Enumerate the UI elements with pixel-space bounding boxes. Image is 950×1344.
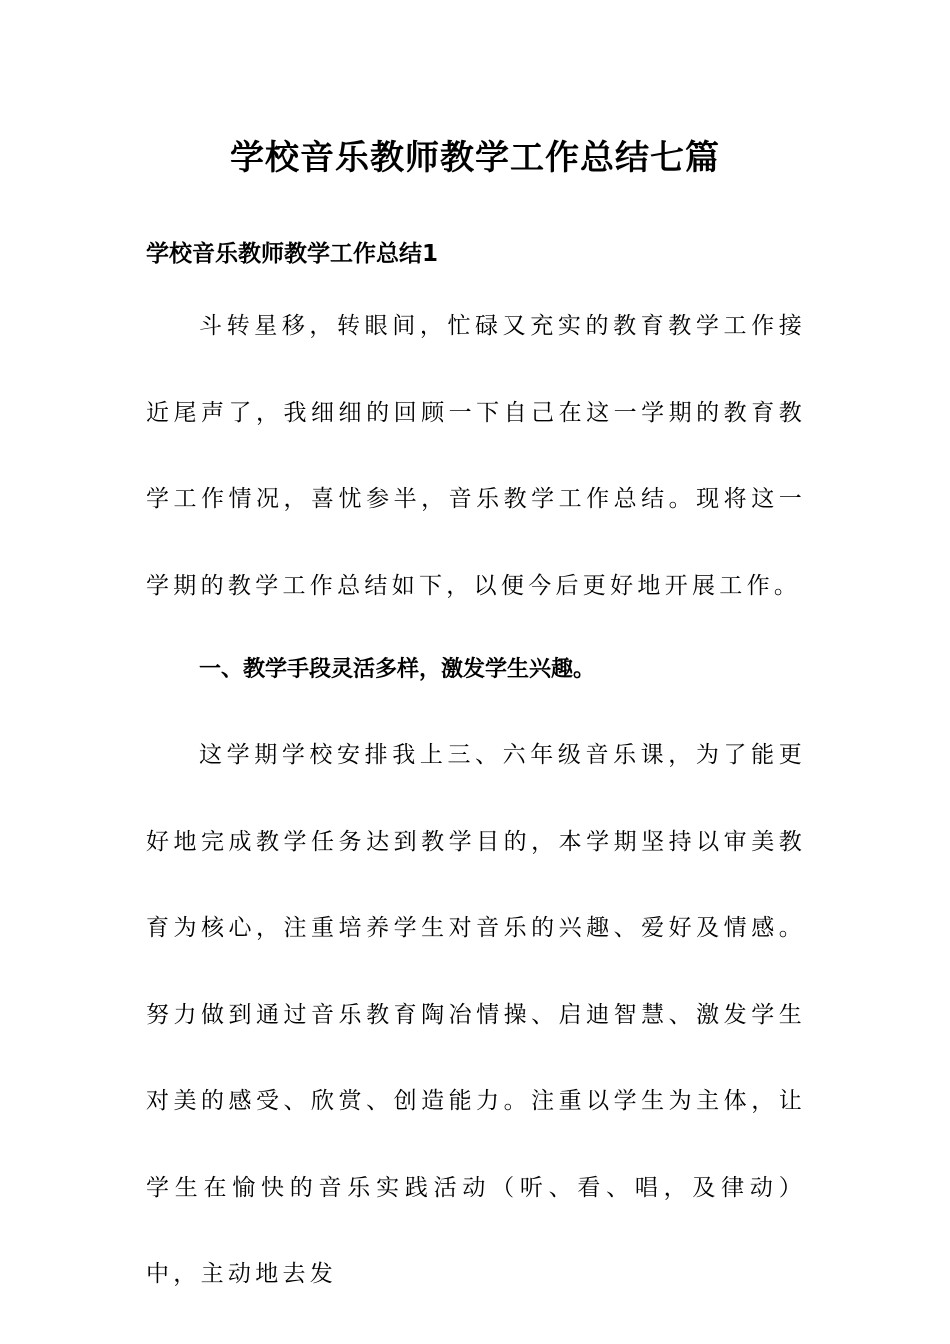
document-title: 学校音乐教师教学工作总结七篇 — [230, 138, 720, 178]
sub-heading-teaching-methods: 一、教学手段灵活多样，激发学生兴趣。 — [199, 657, 596, 682]
paragraph-intro: 斗转星移，转眼间，忙碌又充实的教育教学工作接近尾声了，我细细的回顾一下自己在这一学期的教育教学工作情况，喜忧参半，音乐教学工作总结。现将这一学期的教学工作总结如下，以便今后更好地开展工作。 — [146, 313, 806, 599]
paragraph-teaching-methods: 这学期学校安排我上三、六年级音乐课，为了能更好地完成教学任务达到教学目的，本学期坚持以审美教育为核心，注重培养学生对音乐的兴趣、爱好及情感。努力做到通过音乐教育陶冶情操、启迪智慧、激发学生对美的感受、欣赏、创造能力。注重以学生为主体，让学生在愉快的音乐实践活动（听、看、唱，及律动）中，主动地去发 — [146, 742, 806, 1287]
section-heading: 学校音乐教师教学工作总结1 — [146, 241, 439, 267]
